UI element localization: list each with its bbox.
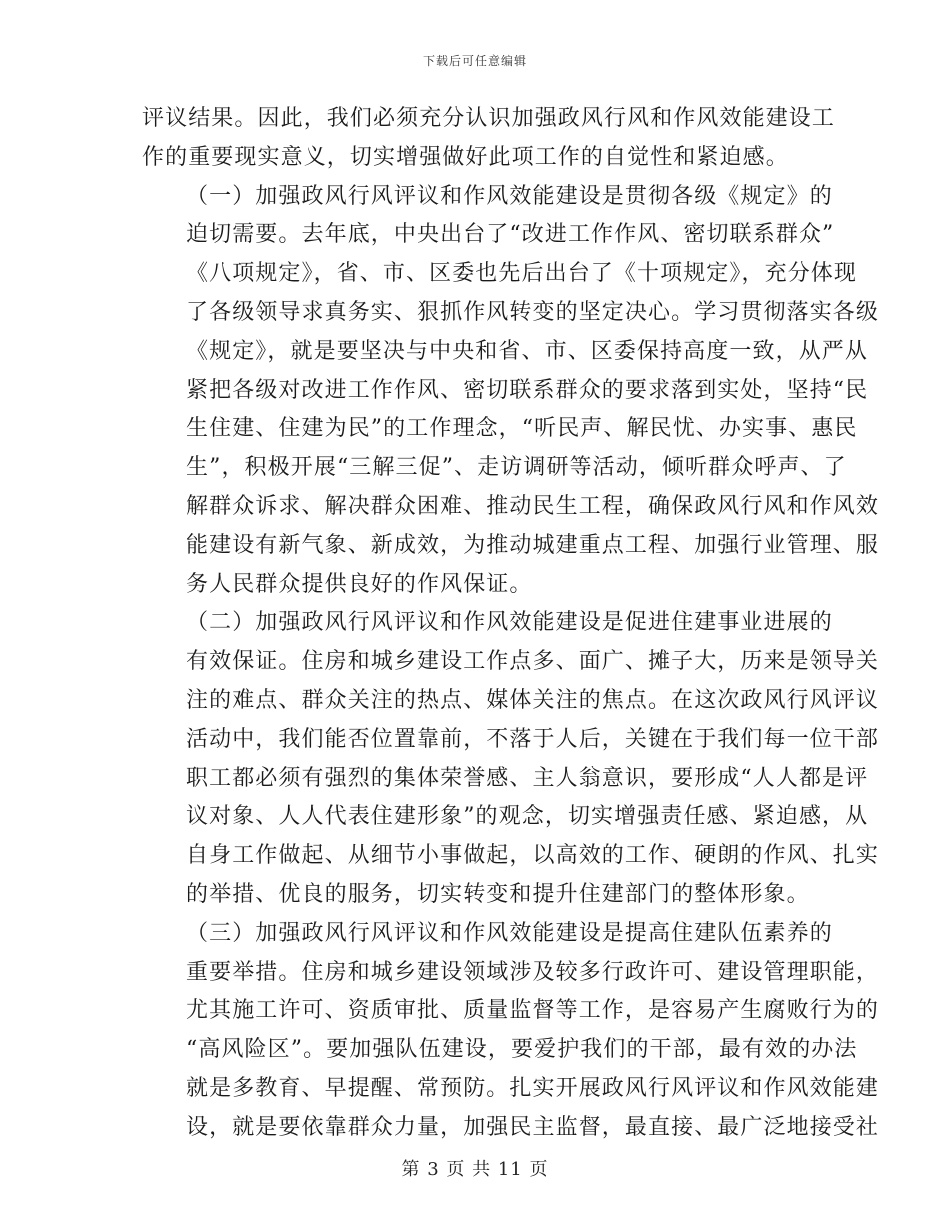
page-header: 下载后可任意编辑 — [422, 54, 527, 68]
text-line: 活动中，我们能否位置靠前，不落于人后，关键在于我们每一位干部 — [186, 726, 880, 752]
text-line: “高风险区”。要加强队伍建设，要爱护我们的干部，最有效的办法 — [186, 1037, 858, 1063]
text-line: 的举措、优良的服务，切实转变和提升住建部门的整体形象。 — [186, 881, 810, 907]
text-line: 《规定》，就是要坚决与中央和省、市、区委保持高度一致，从严从 — [186, 338, 869, 364]
text-line: （一）加强政风行风评议和作风效能建设是贯彻各级《规定》的 — [186, 183, 833, 209]
text-line: 能建设有新气象、新成效，为推动城建重点工程、加强行业管理、服 — [186, 532, 880, 558]
paragraph — [142, 604, 880, 914]
text-line: 务人民群众提供良好的作风保证。 — [186, 571, 533, 597]
text-line: 就是多教育、早提醒、常预防。扎实开展政风行风评议和作风效能建 — [186, 1075, 880, 1101]
text-line: 议对象、人人代表住建形象”的观念，切实增强责任感、紧迫感，从 — [186, 804, 869, 830]
text-line: 生”，积极开展“三解三促”、走访调研等活动，倾听群众呼声、了 — [186, 455, 847, 481]
text-line: 紧把各级对改进工作作风、密切联系群众的要求落到实处，坚持“民 — [186, 377, 869, 403]
text-line: 自身工作做起、从细节小事做起，以高效的工作、硬朗的作风、扎实 — [186, 843, 880, 869]
text-line: （二）加强政风行风评议和作风效能建设是促进住建事业进展的 — [186, 610, 833, 636]
text-line: 《八项规定》，省、市、区委也先后出台了《十项规定》，充分体现 — [186, 261, 858, 287]
text-line: 生住建、住建为民”的工作理念，“听民声、解民忧、办实事、惠民 — [186, 416, 858, 442]
text-line: 注的难点、群众关注的热点、媒体关注的焦点。在这次政风行风评议 — [186, 687, 880, 713]
text-line: 解群众诉求、解决群众困难、推动民生工程，确保政风行风和作风效 — [186, 493, 880, 519]
page-footer: 第 3 页 共 11 页 — [401, 1159, 549, 1180]
paragraph — [142, 915, 880, 1148]
text-line: 评议结果。因此，我们必须充分认识加强政风行风和作风效能建设工 — [142, 106, 836, 131]
text-line: 迫切需要。去年底，中央出台了“改进工作作风、密切联系群众” — [186, 222, 835, 248]
paragraph — [142, 100, 836, 178]
paragraph — [142, 178, 880, 605]
text-line: 设，就是要依靠群众力量，加强民主监督，最直接、最广泛地接受社 — [186, 1114, 880, 1140]
text-line: 尤其施工许可、资质审批、质量监督等工作，是容易产生腐败行为的 — [186, 998, 880, 1024]
text-line: 有效保证。住房和城乡建设工作点多、面广、摊子大，历来是领导关 — [186, 649, 880, 675]
document-body — [142, 100, 880, 1148]
text-line: 职工都必须有强烈的集体荣誉感、主人翁意识，要形成“人人都是评 — [186, 765, 869, 791]
text-line: 重要举措。住房和城乡建设领域涉及较多行政许可、建设管理职能， — [186, 959, 880, 985]
text-line: 作的重要现实意义，切实增强做好此项工作的自觉性和紧迫感。 — [142, 144, 789, 170]
text-line: （三）加强政风行风评议和作风效能建设是提高住建队伍素养的 — [186, 920, 833, 946]
text-line: 了各级领导求真务实、狠抓作风转变的坚定决心。学习贯彻落实各级 — [186, 299, 880, 325]
